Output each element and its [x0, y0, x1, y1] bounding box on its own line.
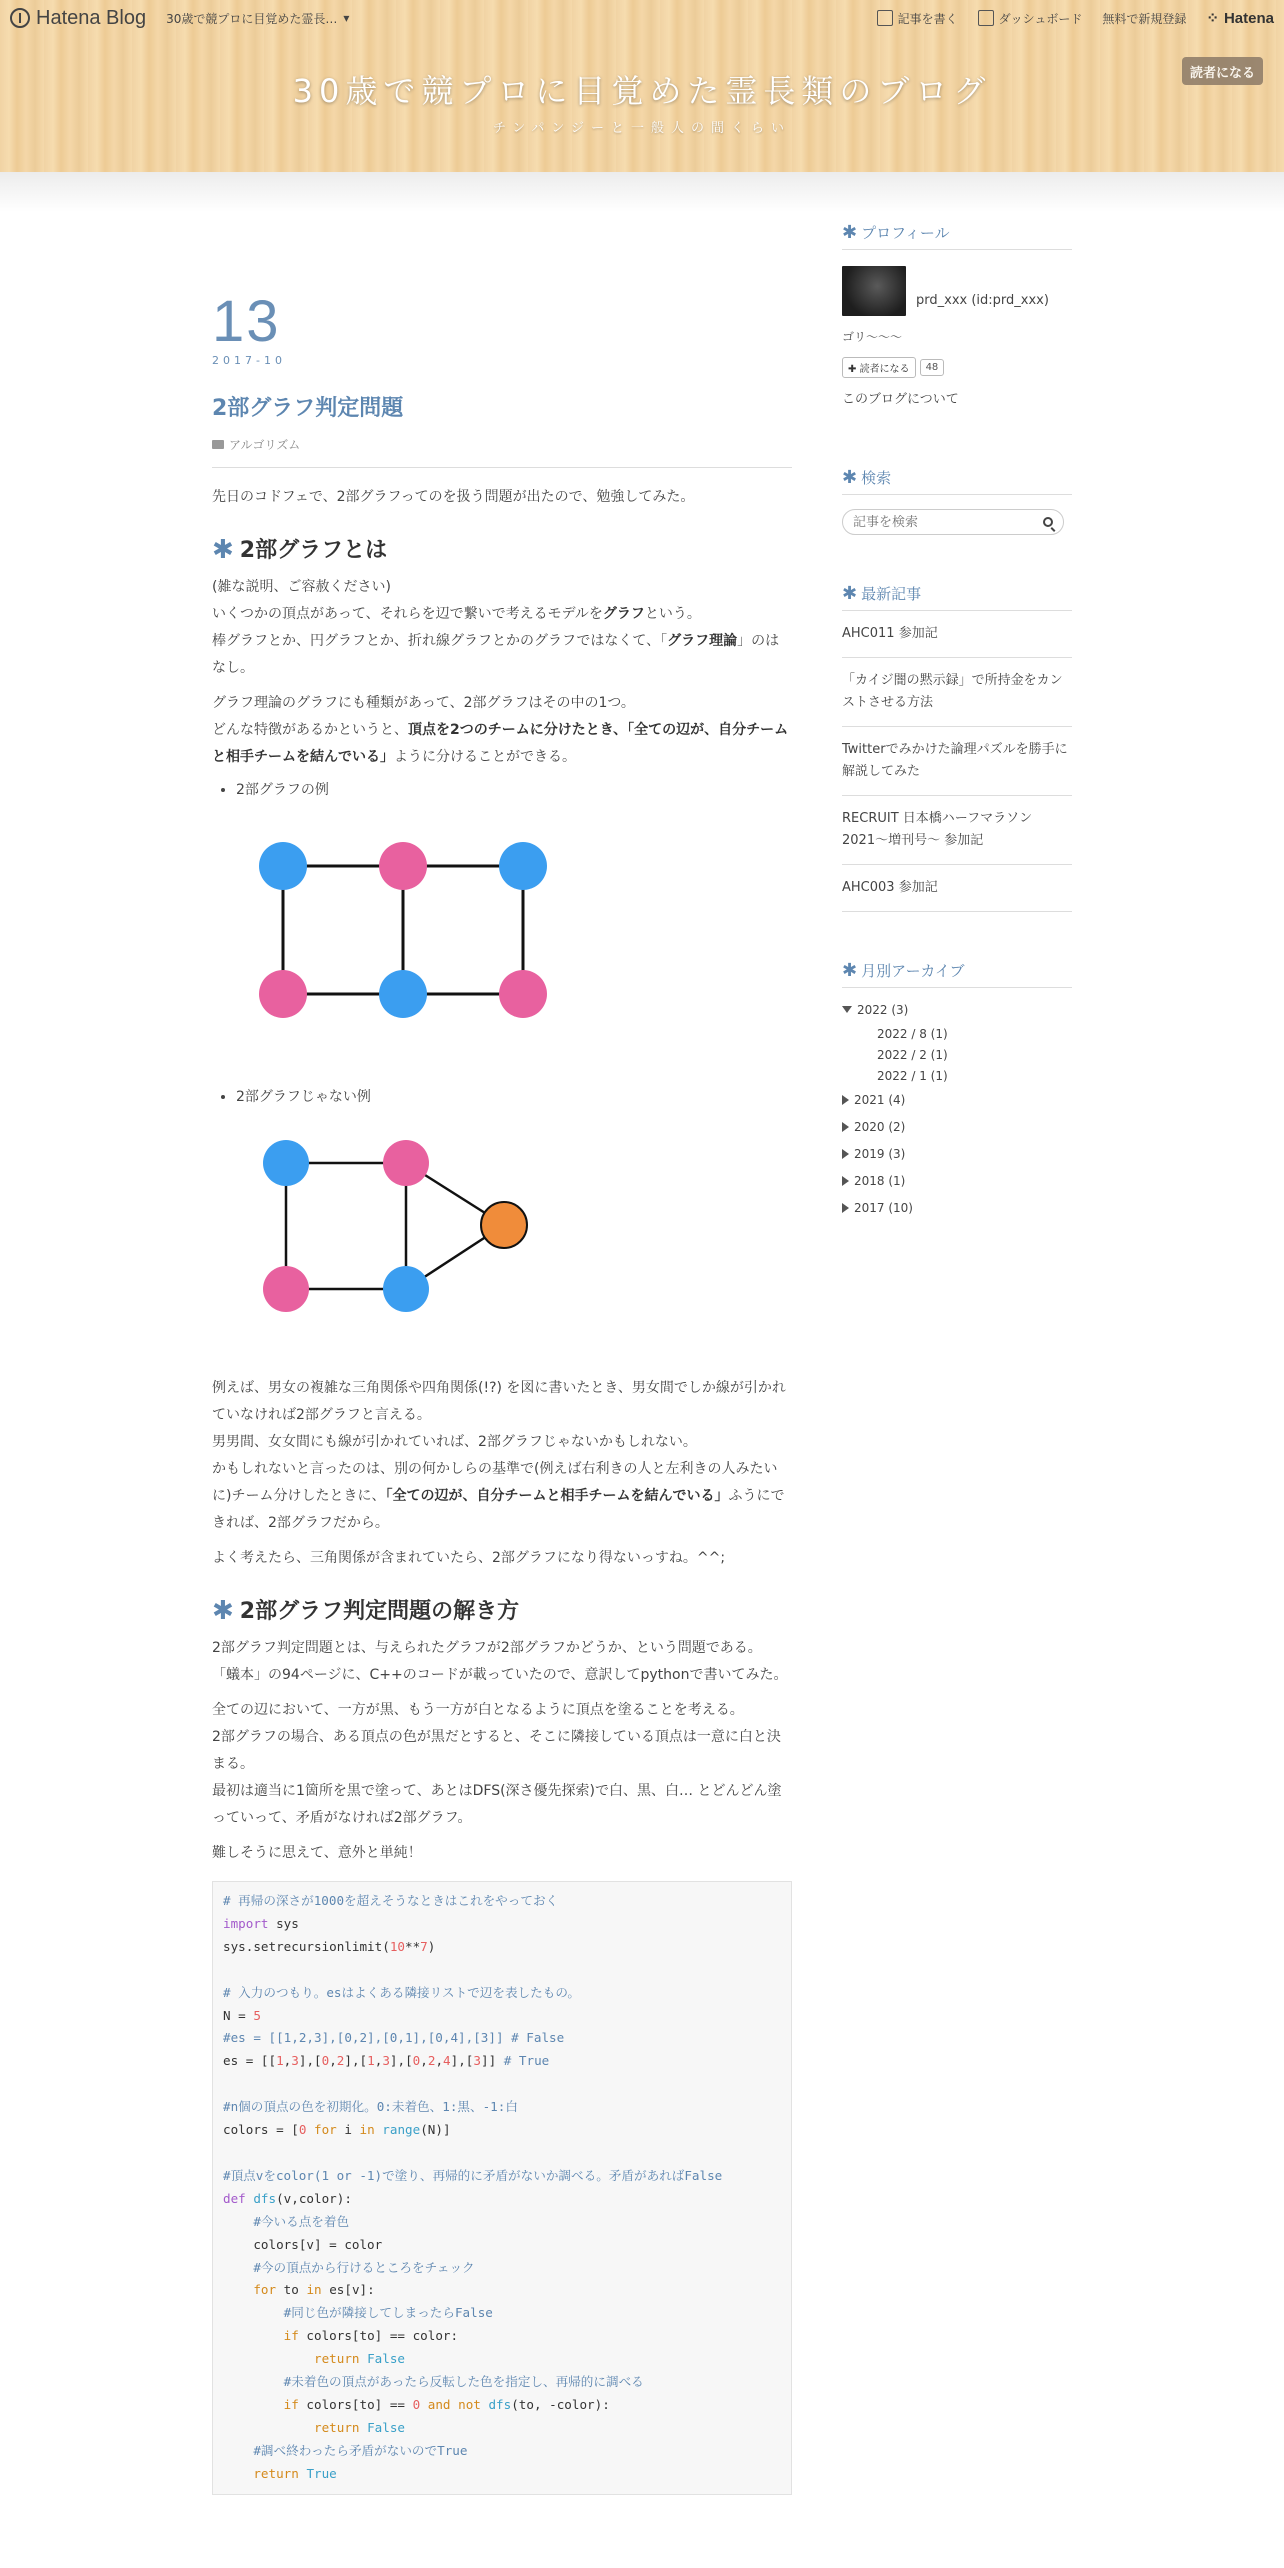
graph-node-blue — [263, 1140, 309, 1186]
triangle-right-icon — [842, 1203, 849, 1213]
text: 「蟻本」の94ページに、C++のコードが載っていたので、意訳してpythonで書いてみた。 — [212, 1667, 788, 1683]
reader-button-label: 読者になる — [859, 364, 910, 375]
plus-icon: ✚ — [848, 364, 860, 375]
module-title-recent — [842, 583, 1072, 611]
list-item: • 2部グラフじゃない例 — [236, 1084, 792, 1111]
avatar[interactable] — [842, 266, 906, 316]
archive-year-expanded[interactable] — [842, 996, 1072, 1023]
dashboard-icon — [978, 10, 994, 26]
code-line: #頂点vをcolor(1 or -1)で塗り、再帰的に矛盾がないか調べる。矛盾があればFalse — [223, 2167, 723, 2183]
module-title-search — [842, 467, 1072, 495]
bold-text: グラフ — [602, 606, 645, 622]
code-line: es = [[1,3],[0,2],[1,3],[0,2,4],[3]] # True — [223, 2053, 550, 2069]
graph-node-orange — [481, 1202, 527, 1248]
pencil-icon — [877, 10, 893, 26]
archive-year-collapsed[interactable] — [842, 1140, 1072, 1167]
asterisk-icon: ✱ — [842, 467, 858, 488]
code-line — [223, 2142, 781, 2165]
code-line: return True — [253, 2465, 337, 2481]
recent-entry-link[interactable]: AHC011 参加記 — [842, 611, 1072, 658]
subscribe-button[interactable]: 読者になる — [1182, 57, 1263, 85]
sidebar — [842, 222, 1072, 1221]
text: 棒グラフとか、円グラフとか、折れ線グラフとかのグラフではなくて、「 — [212, 633, 668, 649]
folder-icon — [212, 440, 224, 449]
text: 最初は適当に1箇所を黒で塗って、あとはDFS(深さ優先探索)で白、黒、白… とどんどん塗っていって、矛盾がなければ2部グラフ。 — [212, 1783, 782, 1826]
code-line: return False — [314, 2351, 406, 2367]
signup-label: 無料で新規登録 — [1102, 11, 1187, 26]
triangle-right-icon — [842, 1149, 849, 1159]
graph-node-blue — [499, 842, 547, 890]
asterisk-icon: ✱ — [842, 222, 858, 243]
code-line: if colors[to] == color: — [283, 2328, 459, 2344]
triangle-right-icon — [842, 1122, 849, 1132]
text: 」のはなし。 — [212, 633, 780, 676]
heading-text: 2部グラフとは — [239, 538, 388, 563]
text: どんな特徴があるかというと、 — [212, 722, 408, 738]
module-title-text: 最新記事 — [861, 585, 922, 603]
entry-yearmonth[interactable]: 2017-10 — [212, 354, 286, 367]
paragraph-2 — [212, 690, 792, 771]
graph-node-pink — [259, 970, 307, 1018]
text: 2部グラフの場合、ある頂点の色が黒だとすると、そこに隣接している頂点は一意に白と決まる。 — [212, 1729, 781, 1772]
code-line: def dfs(v,color): — [223, 2190, 352, 2206]
code-line: if colors[to] == 0 and not dfs(to, -color): — [283, 2396, 610, 2412]
hatena-logo-icon — [10, 8, 30, 28]
blog-description: チンパンジーと一般人の間くらい — [492, 121, 792, 136]
archive-year-label: 2020 (2) — [854, 1119, 906, 1134]
archive-month-link[interactable]: 2022 / 8 (1) — [877, 1026, 948, 1041]
code-line — [223, 1959, 781, 1982]
code-line: colors[v] = color — [223, 2236, 383, 2252]
about-blog-link[interactable]: このブログについて — [842, 392, 959, 407]
graph-node-blue — [379, 970, 427, 1018]
list-example-1 — [236, 777, 792, 804]
hatena-menu[interactable] — [1206, 9, 1274, 27]
recent-entry-link[interactable]: AHC003 参加記 — [842, 865, 1072, 912]
text: ふうにできれば、2部グラフだから。 — [212, 1488, 785, 1531]
code-line: return False — [314, 2419, 406, 2435]
graph-node-blue — [383, 1266, 429, 1312]
code-line: #es = [[1,2,3],[0,2],[0,1],[0,4],[3]] # False — [223, 2030, 565, 2046]
profile-name[interactable]: prd_xxx (id:prd_xxx) — [916, 292, 1049, 308]
bold-text: 「全ての辺が、自分チームと相手チームを結んでいる」 — [385, 1488, 729, 1504]
archive-month-link[interactable]: 2022 / 2 (1) — [877, 1047, 948, 1062]
paragraph-1 — [212, 574, 792, 682]
archive-year-collapsed[interactable] — [842, 1194, 1072, 1221]
search-icon[interactable] — [1043, 517, 1053, 527]
text: 全ての辺において、一方が黒、もう一方が白となるように頂点を塗ることを考える。 — [212, 1702, 744, 1718]
text: いくつかの頂点があって、それらを辺で繋いで考えるモデルを — [212, 606, 603, 622]
archive-module — [842, 960, 1072, 1221]
text: 例えば、男女の複雑な三角関係や四角関係(!?) を図に書いたとき、男女間でしか線が引かれていなければ2部グラフと言える。 — [212, 1380, 786, 1423]
archive-year-collapsed[interactable] — [842, 1113, 1072, 1140]
module-title-text: 月別アーカイブ — [861, 962, 965, 980]
entry-content — [212, 484, 792, 2495]
blog-selector-label: 30歳で競プロに目覚めた霊長… — [166, 11, 338, 26]
heading-text: 2部グラフ判定問題の解き方 — [239, 1599, 520, 1624]
dashboard-label: ダッシュボード — [998, 11, 1083, 26]
caret-down-icon: ▾ — [343, 11, 350, 25]
asterisk-icon: ✱ — [842, 583, 858, 604]
asterisk-icon: ✱ — [842, 960, 858, 981]
code-line: #n個の頂点の色を初期化。0:未着色、1:黒、-1:白 — [223, 2099, 518, 2115]
search-module — [842, 467, 1072, 535]
signup-link[interactable] — [1102, 10, 1186, 27]
text: グラフ理論のグラフにも種類があって、2部グラフはその中の1つ。 — [212, 695, 635, 711]
triangle-right-icon — [842, 1176, 849, 1186]
profile-bio: ゴリ～～～ — [842, 330, 903, 344]
paragraph-4: よく考えたら、三角関係が含まれていたら、2部グラフになり得ないっすね。^^; — [212, 1550, 726, 1566]
bipartite-graph-example — [236, 818, 566, 1048]
text: 男男間、女女間にも線が引かれていれば、2部グラフじゃないかもしれない。 — [212, 1434, 697, 1450]
code-line: colors = [0 for i in range(N)] — [223, 2122, 451, 2138]
code-line — [223, 2073, 781, 2096]
hatena-dots-icon: ⁘ — [1206, 10, 1219, 27]
list-item: • 2部グラフの例 — [236, 777, 792, 804]
search-input[interactable] — [853, 515, 1033, 530]
bold-text: 頂点を2つのチームに分けたとき、「全ての辺が、自分チームと相手チームを結んでいる」 — [212, 722, 789, 765]
text: ように分けることができる。 — [394, 749, 576, 765]
module-title-profile — [842, 222, 1072, 250]
archive-year-collapsed[interactable] — [842, 1086, 1072, 1113]
code-line: #調べ終わったら矛盾がないのでTrue — [253, 2442, 468, 2458]
write-article-label: 記事を書く — [897, 11, 958, 26]
archive-year-label: 2021 (4) — [854, 1092, 906, 1107]
code-line: # 入力のつもり。esはよくある隣接リストで辺を表したもの。 — [223, 1984, 581, 2000]
asterisk-icon: ✱ — [212, 535, 234, 565]
paragraph-5 — [212, 1635, 792, 1689]
code-line: # 再帰の深さが1000を超えそうなときはこれをやっておく — [223, 1893, 559, 1908]
intro-paragraph: 先日のコドフェで、2部グラフってのを扱う問題が出たので、勉強してみた。 — [212, 489, 695, 505]
paragraph-3 — [212, 1375, 792, 1537]
archive-year-label: 2022 (3) — [857, 1002, 909, 1017]
entry-day[interactable]: 13 — [212, 289, 281, 354]
global-header — [0, 0, 1284, 36]
code-line: #未着色の頂点があったら反転した色を指定し、再帰的に調べる — [283, 2374, 644, 2390]
paragraph-7: 難しそうに思えて、意外と単純！ — [212, 1845, 422, 1861]
bold-text: グラフ理論 — [667, 633, 738, 649]
article — [212, 290, 792, 2495]
asterisk-icon: ✱ — [212, 1596, 234, 1626]
paragraph-6 — [212, 1697, 792, 1832]
code-line: for to in es[v]: — [253, 2282, 375, 2298]
entry-category — [212, 436, 792, 468]
blog-selector[interactable] — [166, 10, 349, 27]
graph-node-pink — [263, 1266, 309, 1312]
archive-year-label: 2017 (10) — [854, 1200, 913, 1215]
heading-solution — [212, 1598, 792, 1625]
heading-bipartite — [212, 537, 792, 564]
text: (雑な説明、ご容赦ください) — [212, 579, 391, 595]
list-example-2 — [236, 1084, 792, 1111]
category-link[interactable]: アルゴリズム — [229, 438, 301, 452]
code-line: N = 5 — [223, 2007, 261, 2023]
write-article-link[interactable] — [877, 10, 958, 27]
module-title-text: プロフィール — [861, 224, 950, 242]
text: かもしれないと言ったのは、別の何かしらの基準で(例えば右利きの人と左利きの人みたいに)チーム分けしたときに、 — [212, 1461, 778, 1504]
archive-year-label: 2019 (3) — [854, 1146, 906, 1161]
triangle-right-icon — [842, 1095, 849, 1105]
blog-title[interactable]: 30歳で競プロに目覚めた霊長類のブログ — [292, 72, 992, 110]
code-block[interactable] — [212, 1881, 792, 2495]
header-shadow — [0, 172, 1284, 212]
graph-node-blue — [259, 842, 307, 890]
text: 2部グラフ判定問題とは、与えられたグラフが2部グラフかどうか、という問題である。 — [212, 1640, 762, 1656]
recent-entry-link[interactable]: RECRUIT 日本橋ハーフマラソン 2021〜増刊号〜 参加記 — [842, 796, 1072, 865]
module-title-archive — [842, 960, 1072, 988]
text: という。 — [644, 606, 701, 622]
recent-entry-link[interactable]: 「カイジ闇の黙示録」で所持金をカンストさせる方法 — [842, 658, 1072, 727]
archive-month-link[interactable]: 2022 / 1 (1) — [877, 1068, 948, 1083]
entry-title[interactable]: 2部グラフ判定問題 — [212, 396, 404, 421]
hatena-label: Hatena — [1223, 9, 1274, 27]
profile-module — [842, 222, 1072, 407]
recent-module — [842, 583, 1072, 912]
archive-year-collapsed[interactable] — [842, 1167, 1072, 1194]
dashboard-link[interactable] — [978, 10, 1083, 27]
graph-node-pink — [383, 1140, 429, 1186]
code-line: #同じ色が隣接してしまったらFalse — [283, 2305, 493, 2321]
code-line: #今の頂点から行けるところをチェック — [253, 2259, 475, 2275]
hatena-blog-logo[interactable] — [10, 7, 146, 30]
recent-entry-link[interactable]: Twitterでみかけた論理パズルを勝手に解説してみた — [842, 727, 1072, 796]
non-bipartite-graph-example — [236, 1121, 566, 1351]
archive-year-label: 2018 (1) — [854, 1173, 906, 1188]
reader-subscribe-button[interactable] — [842, 357, 916, 378]
search-box — [842, 509, 1064, 535]
code-line: sys.setrecursionlimit(10**7) — [223, 1938, 436, 1954]
graph-node-pink — [379, 842, 427, 890]
graph-node-pink — [499, 970, 547, 1018]
reader-count[interactable]: 48 — [920, 359, 945, 376]
logo-text: Hatena Blog — [36, 6, 147, 29]
module-title-text: 検索 — [861, 469, 892, 487]
code-line: import sys — [223, 1915, 299, 1931]
code-line: #今いる点を着色 — [253, 2213, 350, 2229]
triangle-down-icon — [842, 1006, 852, 1013]
